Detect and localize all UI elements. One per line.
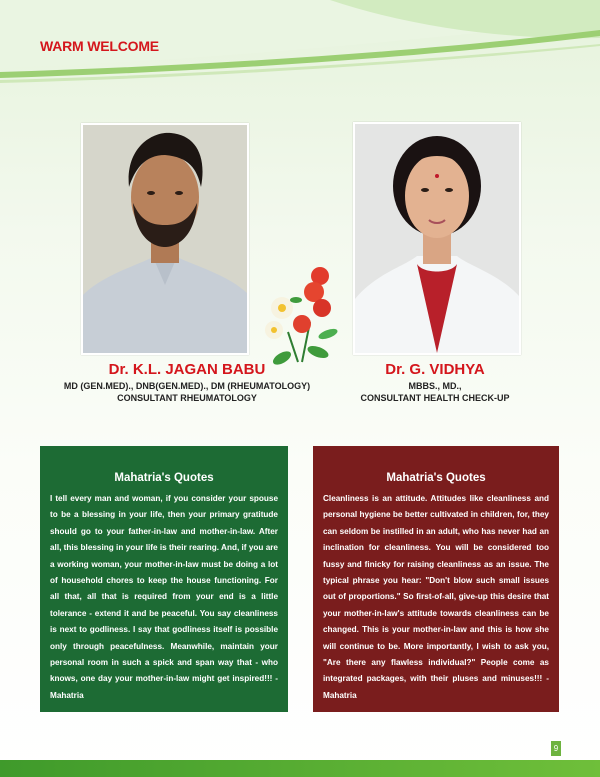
- section-title: WARM WELCOME: [40, 38, 159, 54]
- quote-box-right: [313, 446, 559, 712]
- page-number: 9: [551, 741, 561, 756]
- doctor-qualifications-right: MBBS., MD.,: [408, 381, 462, 391]
- footer-bar: [0, 760, 600, 777]
- doctor-credentials-left: [40, 380, 334, 404]
- doctor-photo-right: [353, 122, 521, 355]
- doctor-designation-right: CONSULTANT HEALTH CHECK-UP: [360, 393, 510, 403]
- quote-text-right: Cleanliness is an attitude. Attitudes like cleanliness and personal hygiene be better cultivated in children, for, they can seldom be instilled in an adult, who has never had an inclination for cleanliness. You will be considered too fussy and finicky for raising cleanliness as an issue. The typical phrase you hear: "Don't blow such small issues out of proportions." So first-of-all, give-up this desire that your mother-in-law's attitude towards cleanliness can be changed. This is your mother-in-law and this is how she will continue to be. More importantly, I wish to ask you, "Are there any flawless individual?" People come as integrated packages, with their pluses and minuses!!! - Mahatria: [323, 494, 549, 700]
- doctor-name-right: Dr. G. VIDHYA: [385, 361, 485, 378]
- flower-bouquet-icon: [258, 262, 348, 370]
- doctor-designation-left: CONSULTANT RHEUMATOLOGY: [117, 393, 257, 403]
- quote-text-left: I tell every man and woman, if you consider your spouse to be a blessing in your life, then your primary gratitude should go to your father-in-law and mother-in-law. After all, this blessing in your life is their rearing. And, if you are a working woman, your mother-in-law must be doing a lot of household chores to keep the house functioning. For all that, all that is required from your end is a little tolerance - extend it and be peaceful. You say cleanliness is next to godliness. I say that godliness itself is possible only through peacefulness. Meanwhile, maintain your personal room in such a spick and span way that - who knows, one day your mother-in-law might get inspired!!! - Mahatria: [50, 494, 278, 700]
- doctor-name-left: Dr. K.L. JAGAN BABU: [108, 361, 266, 378]
- doctor-credentials-right: [330, 380, 540, 404]
- quote-box-left: [40, 446, 288, 712]
- quote-heading-right: Mahatria's Quotes: [386, 472, 486, 484]
- quote-heading-left: Mahatria's Quotes: [114, 472, 214, 484]
- doctor-qualifications-left: MD (GEN.MED)., DNB(GEN.MED)., DM (RHEUMATOLOGY): [63, 381, 311, 391]
- doctor-photo-left: [81, 123, 249, 355]
